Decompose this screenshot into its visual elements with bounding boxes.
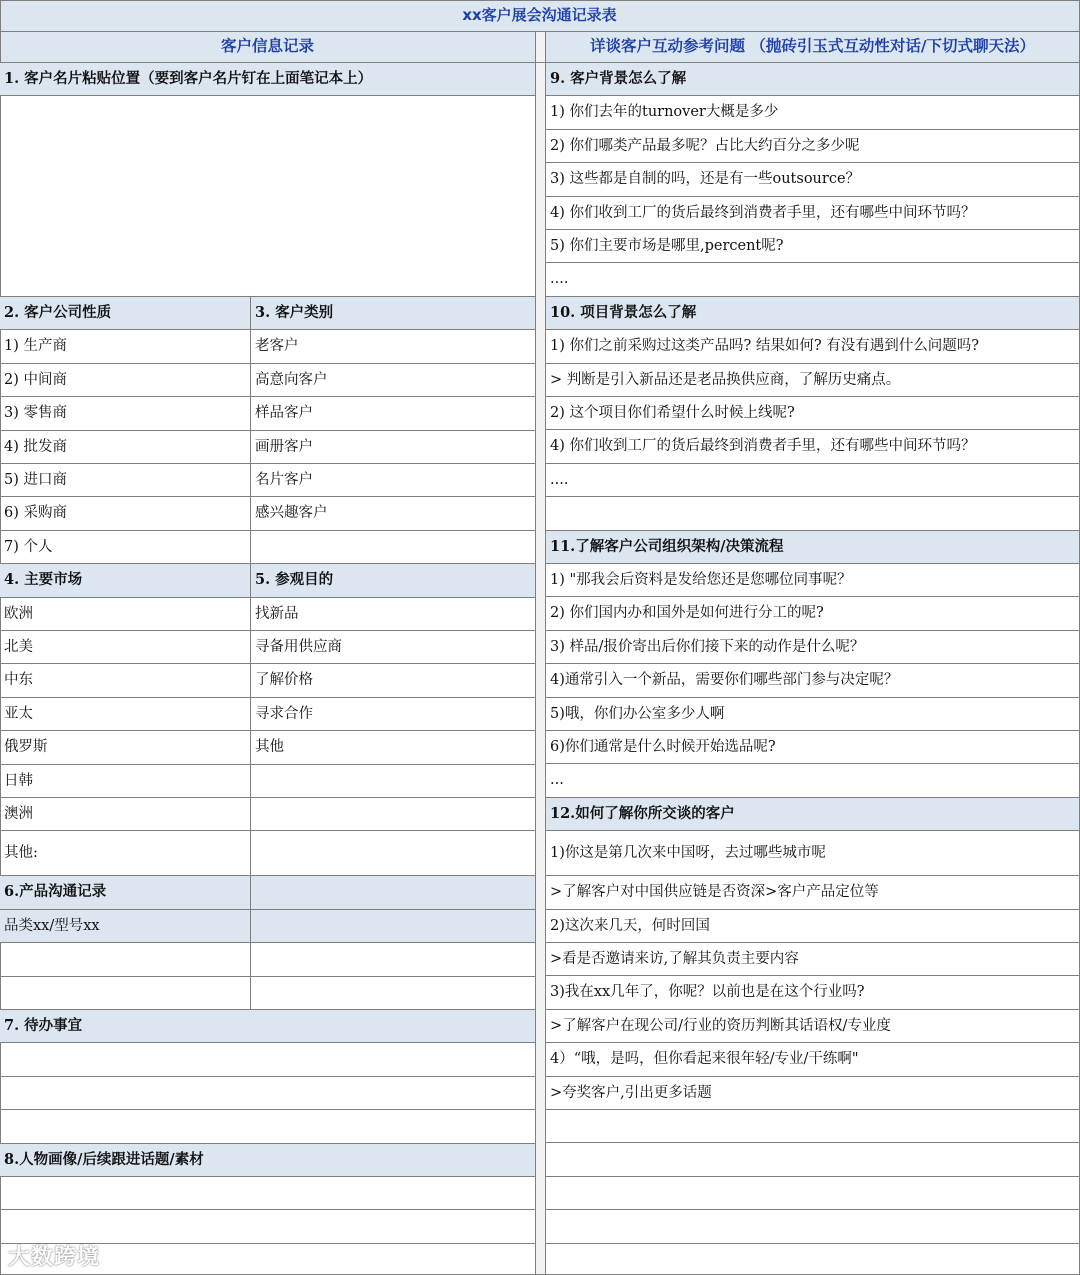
org-structure-question: ... (546, 764, 1080, 797)
visit-purpose-item (251, 798, 536, 831)
main-market-item: 亚太 (0, 698, 251, 731)
know-customer-question: 2)这次来几天，何时回国 (546, 910, 1080, 943)
section-3-title: 3. 客户类别 (251, 297, 536, 330)
left-heading: 客户信息记录 (0, 32, 536, 63)
section-6-title: 6.产品沟通记录 (0, 876, 251, 909)
know-customer-question (546, 1210, 1080, 1243)
main-market-item: 北美 (0, 631, 251, 664)
customer-category-item: 样品客户 (251, 397, 536, 430)
visit-purpose-item: 寻备用供应商 (251, 631, 536, 664)
know-customer-question: >了解客户在现公司/行业的资历判断其话语权/专业度 (546, 1010, 1080, 1043)
background-question: 5) 你们主要市场是哪里,percent呢? (546, 230, 1080, 263)
customer-category-item: 老客户 (251, 330, 536, 363)
customer-category-item (251, 531, 536, 564)
project-question: .... (546, 464, 1080, 497)
org-structure-question: 2) 你们国内办和国外是如何进行分工的呢? (546, 597, 1080, 630)
know-customer-question (546, 1244, 1080, 1275)
business-card-area (0, 96, 536, 297)
section-8-title: 8.人物画像/后续跟进话题/素材 (0, 1144, 536, 1177)
product-record-blank (0, 943, 251, 976)
background-question: .... (546, 263, 1080, 296)
product-record-item: 品类xx/型号xx (0, 910, 251, 943)
product-record-blank (251, 910, 536, 943)
org-structure-question: 4)通常引入一个新品，需要你们哪些部门参与决定呢？ (546, 664, 1080, 697)
company-type-item: 2) 中间商 (0, 364, 251, 397)
section-9-title: 9. 客户背景怎么了解 (546, 63, 1080, 96)
main-market-item: 日韩 (0, 765, 251, 798)
org-structure-question: 1) "那我会后资料是发给您还是您哪位同事呢？ (546, 564, 1080, 597)
section-5-title: 5. 参观目的 (251, 564, 536, 597)
column-separator (536, 63, 546, 1275)
know-customer-question: 4）“哦，是吗，但你看起来很年轻/专业/干练啊" (546, 1043, 1080, 1076)
section-12-title: 12.如何了解你所交谈的客户 (546, 798, 1080, 831)
org-structure-question: 3) 样品/报价寄出后你们接下来的动作是什么呢？ (546, 631, 1080, 664)
visit-purpose-item: 了解价格 (251, 664, 536, 697)
main-market-item: 欧洲 (0, 598, 251, 631)
column-gap-heading (536, 32, 546, 63)
main-market-item: 中东 (0, 664, 251, 697)
section-4-title: 4. 主要市场 (0, 564, 251, 597)
project-question: > 判断是引入新品还是老品换供应商，了解历史痛点。 (546, 364, 1080, 397)
org-structure-question: 6)你们通常是什么时候开始选品呢? (546, 731, 1080, 764)
visit-purpose-item: 找新品 (251, 598, 536, 631)
company-type-item: 4) 批发商 (0, 431, 251, 464)
product-record-blank (251, 943, 536, 976)
know-customer-question: >看是否邀请来访,了解其负责主要内容 (546, 943, 1080, 976)
watermark-logo: 大数跨境 (8, 1245, 101, 1270)
main-market-item: 俄罗斯 (0, 731, 251, 764)
know-customer-question: >夸奖客户,引出更多话题 (546, 1077, 1080, 1110)
section-10-title: 10. 项目背景怎么了解 (546, 297, 1080, 330)
know-customer-question: >了解客户对中国供应链是否资深>客户产品定位等 (546, 876, 1080, 909)
section-2-title: 2. 客户公司性质 (0, 297, 251, 330)
visit-purpose-item (251, 765, 536, 798)
project-question (546, 497, 1080, 530)
persona-blank-row (0, 1244, 536, 1275)
know-customer-question (546, 1143, 1080, 1176)
section-6-blank-header (251, 876, 536, 909)
background-question: 2) 你们哪类产品最多呢？占比大约百分之多少呢 (546, 130, 1080, 163)
right-heading: 详谈客户互动参考问题 （抛砖引玉式互动性对话/下切式聊天法） (546, 32, 1080, 63)
know-customer-question: 3)我在xx几年了，你呢？以前也是在这个行业吗? (546, 976, 1080, 1009)
know-customer-question (546, 1177, 1080, 1210)
company-type-item: 6) 采购商 (0, 497, 251, 530)
main-market-item: 其他: (0, 831, 251, 876)
project-question: 2) 这个项目你们希望什么时候上线呢? (546, 397, 1080, 430)
project-question: 1) 你们之前采购过这类产品吗? 结果如何? 有没有遇到什么问题吗? (546, 330, 1080, 363)
know-customer-question (546, 1110, 1080, 1143)
visit-purpose-item (251, 831, 536, 876)
sheet-title: xx客户展会沟通记录表 (0, 0, 1080, 32)
background-question: 1) 你们去年的turnover大概是多少 (546, 96, 1080, 129)
project-question: 4) 你们收到工厂的货后最终到消费者手里，还有哪些中间环节吗？ (546, 430, 1080, 463)
section-1-title: 1. 客户名片粘贴位置（要到客户名片钉在上面笔记本上） (0, 63, 536, 96)
customer-category-item: 名片客户 (251, 464, 536, 497)
company-type-item: 3) 零售商 (0, 397, 251, 430)
section-7-title: 7. 待办事宜 (0, 1010, 536, 1043)
customer-category-item: 高意向客户 (251, 364, 536, 397)
company-type-item: 5) 进口商 (0, 464, 251, 497)
persona-blank-row (0, 1177, 536, 1210)
visit-purpose-item: 其他 (251, 731, 536, 764)
product-record-blank (0, 977, 251, 1010)
todo-blank-row (0, 1077, 536, 1110)
persona-blank-row (0, 1210, 536, 1243)
company-type-item: 7) 个人 (0, 531, 251, 564)
customer-category-item: 感兴趣客户 (251, 497, 536, 530)
background-question: 4) 你们收到工厂的货后最终到消费者手里，还有哪些中间环节吗？ (546, 197, 1080, 230)
company-type-item: 1) 生产商 (0, 330, 251, 363)
section-11-title: 11.了解客户公司组织架构/决策流程 (546, 531, 1080, 564)
know-customer-question: 1)你这是第几次来中国呀，去过哪些城市呢 (546, 831, 1080, 876)
org-structure-question: 5)哦，你们办公室多少人啊 (546, 698, 1080, 731)
product-record-blank (251, 977, 536, 1010)
todo-blank-row (0, 1043, 536, 1076)
customer-category-item: 画册客户 (251, 431, 536, 464)
todo-blank-row (0, 1110, 536, 1143)
visit-purpose-item: 寻求合作 (251, 698, 536, 731)
main-market-item: 澳洲 (0, 798, 251, 831)
background-question: 3) 这些都是自制的吗，还是有一些outsource？ (546, 163, 1080, 196)
